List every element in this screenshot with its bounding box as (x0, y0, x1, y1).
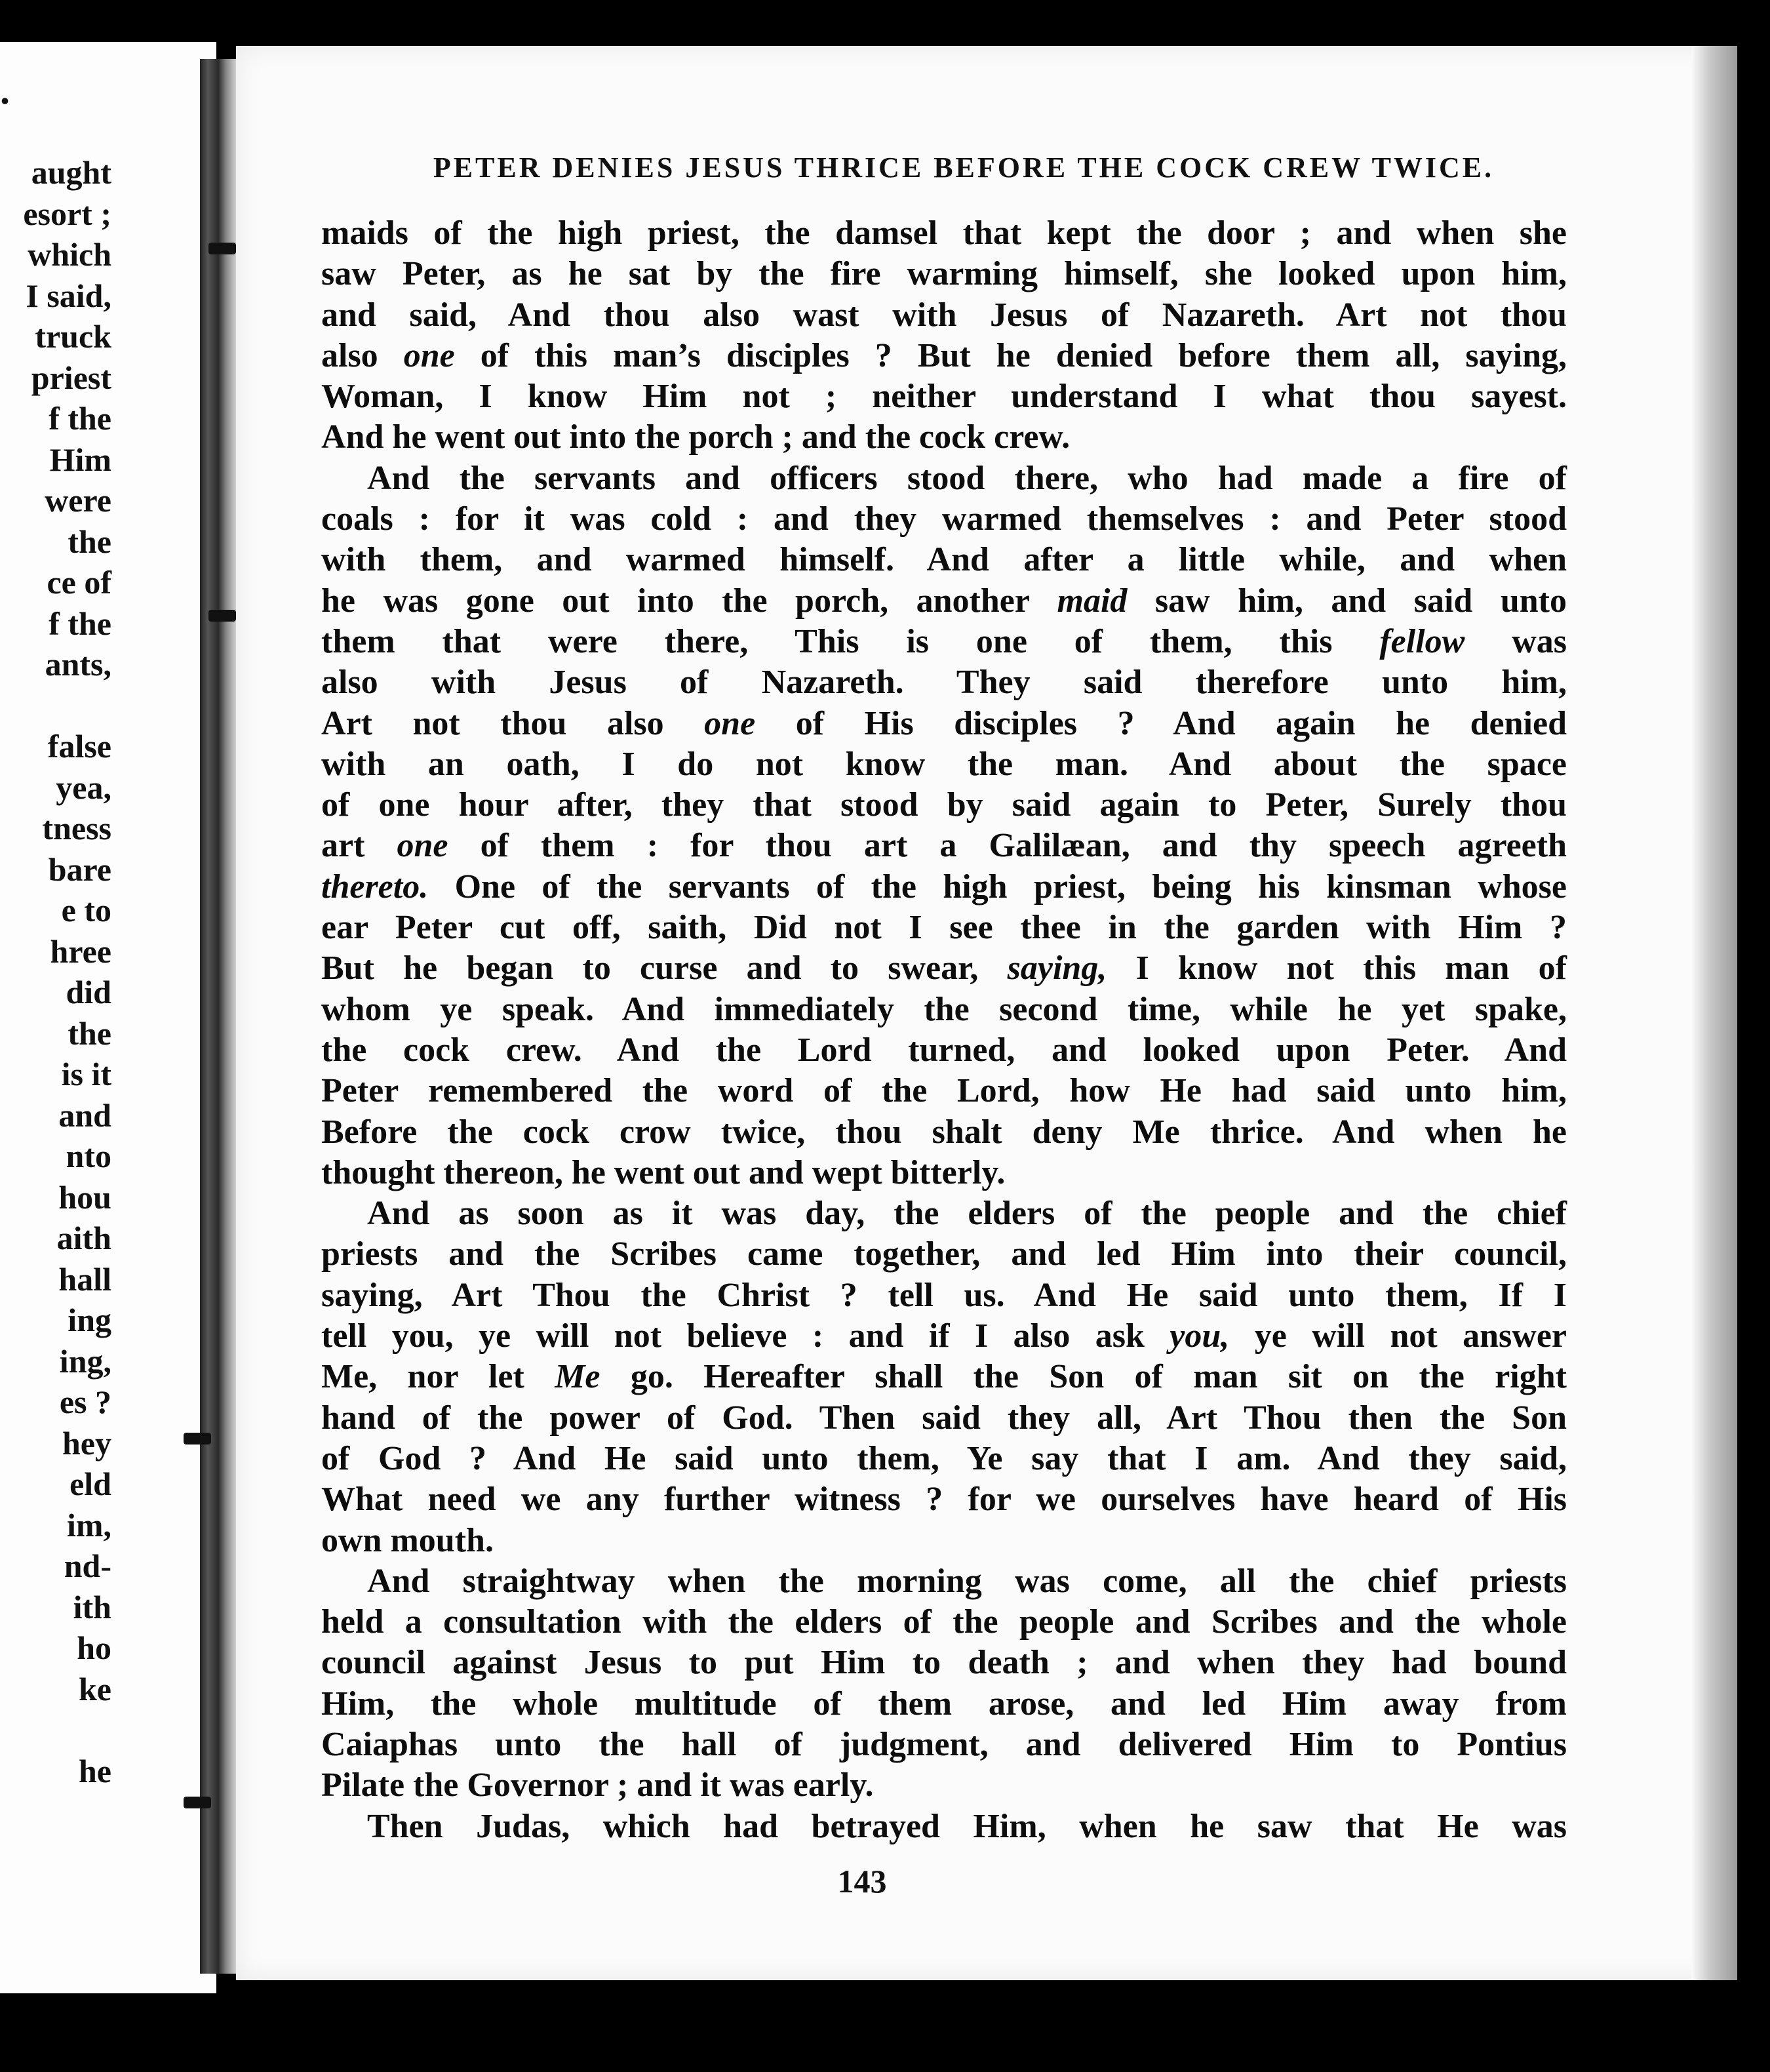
previous-page-line-fragment: eld (69, 1465, 111, 1502)
text-line: of God ? And He said unto them, Ye say that I am. And they said, (321, 1439, 1567, 1477)
text-line: council against Jesus to put Him to death ; and when they had bound (321, 1644, 1567, 1682)
text-line: and said, And thou also wast with Jesus of Nazareth. Art not thou (321, 296, 1567, 334)
previous-page-line-fragment (7, 685, 111, 727)
text-line: Pilate the Governor ; and it was early. (321, 1766, 874, 1804)
previous-page-line-fragment (7, 1709, 111, 1751)
book-gutter (200, 59, 239, 1974)
previous-page-line-fragment: false (47, 728, 111, 765)
text-line: Woman, I know Him not ; neither understand I what thou sayest. (321, 378, 1567, 416)
text-line: coals : for it was cold : and they warmed themselves : and Peter stood (321, 500, 1567, 538)
text-line: Caiaphas unto the hall of judgment, and delivered Him to Pontius (321, 1725, 1567, 1763)
text-line: them that were there, This is one of them, this fellow was (321, 622, 1567, 660)
previous-page-line-fragment: hou (58, 1178, 111, 1216)
previous-page-line-fragment: the (68, 523, 111, 560)
previous-page-line-fragment: Him (49, 441, 111, 478)
text-line: with an oath, I do not know the man. And about the space (321, 745, 1567, 783)
previous-page-line-fragment: bare (48, 850, 111, 888)
previous-page-marker: . (0, 69, 10, 112)
text-line: art one of them : for thou art a Galilæan, and thy speech agreeth (321, 827, 1567, 865)
text-line: But he began to curse and to swear, saying, I know not this man of (321, 949, 1567, 987)
previous-page-line-fragment: is it (61, 1056, 111, 1092)
running-head: PETER DENIES JESUS THRICE BEFORE THE COCK CREW TWICE. (433, 151, 1495, 184)
previous-page-line-fragment: hey (62, 1424, 111, 1462)
previous-page-line-fragment: ing, (59, 1342, 111, 1380)
text-line: What need we any further witness ? for we ourselves have heard of His (321, 1481, 1567, 1519)
previous-page-line-fragment: truck (35, 318, 111, 355)
previous-page-line-fragment: f the (49, 400, 111, 437)
previous-page-line-fragment: hree (50, 932, 111, 970)
text-line: own mouth. (321, 1521, 494, 1559)
previous-page-line-fragment: and (58, 1096, 111, 1134)
previous-page-line-fragment: hall (58, 1260, 111, 1298)
previous-page-line-fragment: esort ; (23, 195, 111, 232)
text-line: And he went out into the porch ; and the cock crew. (321, 418, 1071, 456)
text-line: held a consultation with the elders of the people and Scribes and the whole (321, 1603, 1567, 1641)
text-line: Peter remembered the word of the Lord, how He had said unto him, (321, 1072, 1567, 1110)
previous-page-line-fragment: ce of (47, 564, 111, 601)
text-line: ear Peter cut off, saith, Did not I see thee in the garden with Him ? (321, 909, 1567, 947)
text-line: Me, nor let Me go. Hereafter shall the Son of man sit on the right (321, 1358, 1567, 1396)
text-line: saw Peter, as he sat by the fire warming himself, she looked upon him, (321, 255, 1567, 293)
text-line: priests and the Scribes came together, and led Him into their council, (321, 1235, 1567, 1273)
previous-page-line-fragment: im, (66, 1506, 111, 1544)
text-line: And straightway when the morning was come, all the chief priests (367, 1562, 1567, 1600)
previous-page-line-fragment: ants, (45, 646, 111, 683)
previous-page-line-fragment: did (66, 974, 111, 1010)
previous-page-line-fragment: tness (42, 810, 111, 847)
scan-border (0, 1993, 1770, 2072)
previous-page-line-fragment: were (45, 482, 111, 519)
text-line: tell you, ye will not believe : and if I also ask you, ye will not answer (321, 1317, 1567, 1355)
previous-page-line-fragment: nd- (64, 1547, 111, 1584)
previous-page-line-fragment: es ? (59, 1384, 111, 1420)
previous-page-line-fragment: e to (61, 892, 111, 928)
text-line: And the servants and officers stood there, who had made a fire of (367, 459, 1567, 497)
page-number: 143 (837, 1863, 887, 1900)
page-edge (1691, 46, 1737, 1980)
previous-page-line-fragment: ing (68, 1302, 111, 1338)
text-line: Art not thou also one of His disciples ? And again he denied (321, 704, 1567, 742)
previous-page-line-fragment: priest (31, 359, 111, 396)
text-line: also with Jesus of Nazareth. They said therefore unto him, (321, 664, 1567, 702)
previous-page-line-fragment: which (28, 236, 111, 273)
previous-page-line-fragment: ho (77, 1629, 111, 1666)
previous-page-line-fragment: aith (56, 1220, 111, 1256)
text-line: saying, Art Thou the Christ ? tell us. And He said unto them, If I (321, 1276, 1567, 1314)
previous-page-line-fragment: ith (73, 1588, 111, 1625)
previous-page-line-fragment: I said, (26, 277, 111, 314)
text-line: Him, the whole multitude of them arose, and led Him away from (321, 1684, 1567, 1723)
text-line: And as soon as it was day, the elders of the people and the chief (367, 1195, 1567, 1233)
previous-page-line-fragment: he (79, 1752, 111, 1789)
binding-mark (184, 1797, 211, 1808)
previous-page-line-fragment: aught (31, 154, 111, 191)
text-line: with them, and warmed himself. And after a little while, and when (321, 541, 1567, 579)
binding-mark (208, 243, 236, 254)
text-line: whom ye speak. And immediately the second time, while he yet spake, (321, 990, 1567, 1028)
text-line: thereto. One of the servants of the high priest, being his kinsman whose (321, 867, 1567, 906)
text-line: of one hour after, they that stood by said again to Peter, Surely thou (321, 786, 1567, 824)
previous-page-text-fragments (7, 152, 111, 1791)
previous-page-line-fragment: the (68, 1014, 111, 1052)
text-line: Then Judas, which had betrayed Him, when he saw that He was (367, 1807, 1567, 1845)
binding-mark (208, 610, 236, 622)
page-body-text (321, 213, 1567, 1847)
previous-page-line-fragment: ke (79, 1670, 111, 1707)
binding-mark (184, 1433, 211, 1444)
book-page (236, 46, 1737, 1980)
text-line: Before the cock crow twice, thou shalt deny Me thrice. And when he (321, 1113, 1567, 1151)
text-line: hand of the power of God. Then said they all, Art Thou then the Son (321, 1399, 1567, 1437)
previous-page-line-fragment: yea, (56, 768, 111, 806)
text-line: also one of this man’s disciples ? But he denied before them all, saying, (321, 336, 1567, 374)
text-line: the cock crew. And the Lord turned, and looked upon Peter. And (321, 1031, 1567, 1069)
previous-page (0, 42, 216, 2029)
previous-page-line-fragment: f the (49, 605, 111, 642)
text-line: maids of the high priest, the damsel that kept the door ; and when she (321, 214, 1567, 252)
previous-page-line-fragment: nto (66, 1138, 111, 1174)
text-line: thought thereon, he went out and wept bitterly. (321, 1153, 1006, 1191)
text-line: he was gone out into the porch, another maid saw him, and said unto (321, 582, 1567, 620)
